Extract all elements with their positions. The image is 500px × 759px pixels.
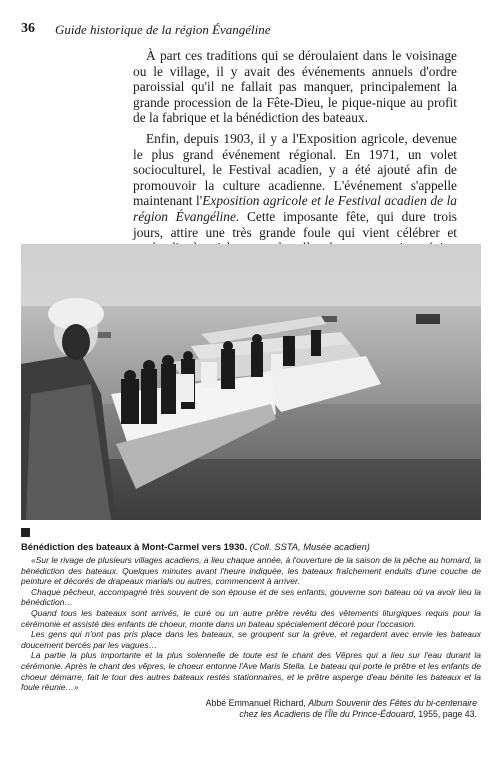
paragraph-1: À part ces traditions qui se déroulaient dans le voisinage ou le village, il y avait des événements annuels d'ordre paroissial qu'il ne fallait pas manquer, principalement la grande procession de la Fête-Dieu, le pique-nique au profit de la fabrique et la bénédiction des bateaux. [133,48,457,126]
photo-caption [21,541,481,720]
boats-photo-illustration [21,244,481,520]
quote-paragraph-3: Quand tous les bateaux sont arrivés, le curé ou un autre prêtre revêtu des vêtements liturgiques requis pour la cérémonie et assisté des enfants de choeur, monte dans un bateau spécialement décoré pour l'occasion. [21,607,481,629]
boats-photo [21,244,481,520]
caption-heading: Bénédiction des bateaux à Mont-Carmel vers 1930. [21,541,248,552]
paragraph-2-end: . Cette imposante fête, qui dure trois jours, attire une très grande foule qui vient célébrer et [133,208,458,240]
page-number: 36 [21,21,35,36]
quote-paragraph-1: «Sur le rivage de plusieurs villages acadiens, a lieu chaque année, à l'ouverture de la saison de la pêche au homard, la bénédiction des bateaux. Quelques minutes avant l'heure indiquée, les bateaux fraîchement enduits d'une couche de peinture et décorés de drapeaux marials ou autres, commencent à arriver. [21,555,481,587]
caption-title [21,541,481,553]
exposition-title: Exposition agricole et le Festival acadien de la région Évangéline [133,193,457,224]
attribution [21,698,481,720]
quote-paragraph-2: Chaque pêcheur, accompagné très souvent de son épouse et de ses enfants, gouverne son bateau où va avoir lieu la bénédiction… [21,586,481,608]
caption-marker [21,528,30,537]
caption-credit: (Coll. SSTA, Musée acadien) [249,541,370,552]
quote-paragraph-4: Les gens qui n'ont pas pris place dans les bateaux, se groupent sur la grève, et regardent avec envie les bateaux doucement bercés par les vagues… [21,629,481,650]
quote-paragraph-5: La partie la plus importante et la plus solennelle de toute est le chant des Vêpres qui a lieu sur l'eau durant la cérémonie. Après le chant des vêpres, le choeur entonne l'Ave Maris Stella. Le bateau qui porte le prêtre et les enfants de choeur démarre, fait le tour des autres bateaux restés stationnaires, et le prêtre asperge d'eau bénite les bateaux et la foule réunie…» [21,650,481,693]
attribution-title-2: chez les Acadiens de l'Île du Prince-Édouard [239,708,414,719]
attribution-author: Abbé Emmanuel Richard, [205,697,309,708]
attribution-title-1: Album Souvenir des Fêtes du bi-centenaire [308,697,477,708]
paragraph-2-start: Enfin, depuis 1903, il y a l'Exposition agricole, devenue le plus grand événement régional. En 1971, un volet socioculturel, le Festival acadien, y a été ajouté afin de promouvoir la culture acadienne. L'événement s'appelle maintenant l' [133,130,457,209]
running-title: Guide historique de la région Évangéline [55,22,271,37]
page-header [21,21,481,39]
attribution-tail: , 1955, page 43. [413,708,477,719]
body-text [133,48,457,276]
